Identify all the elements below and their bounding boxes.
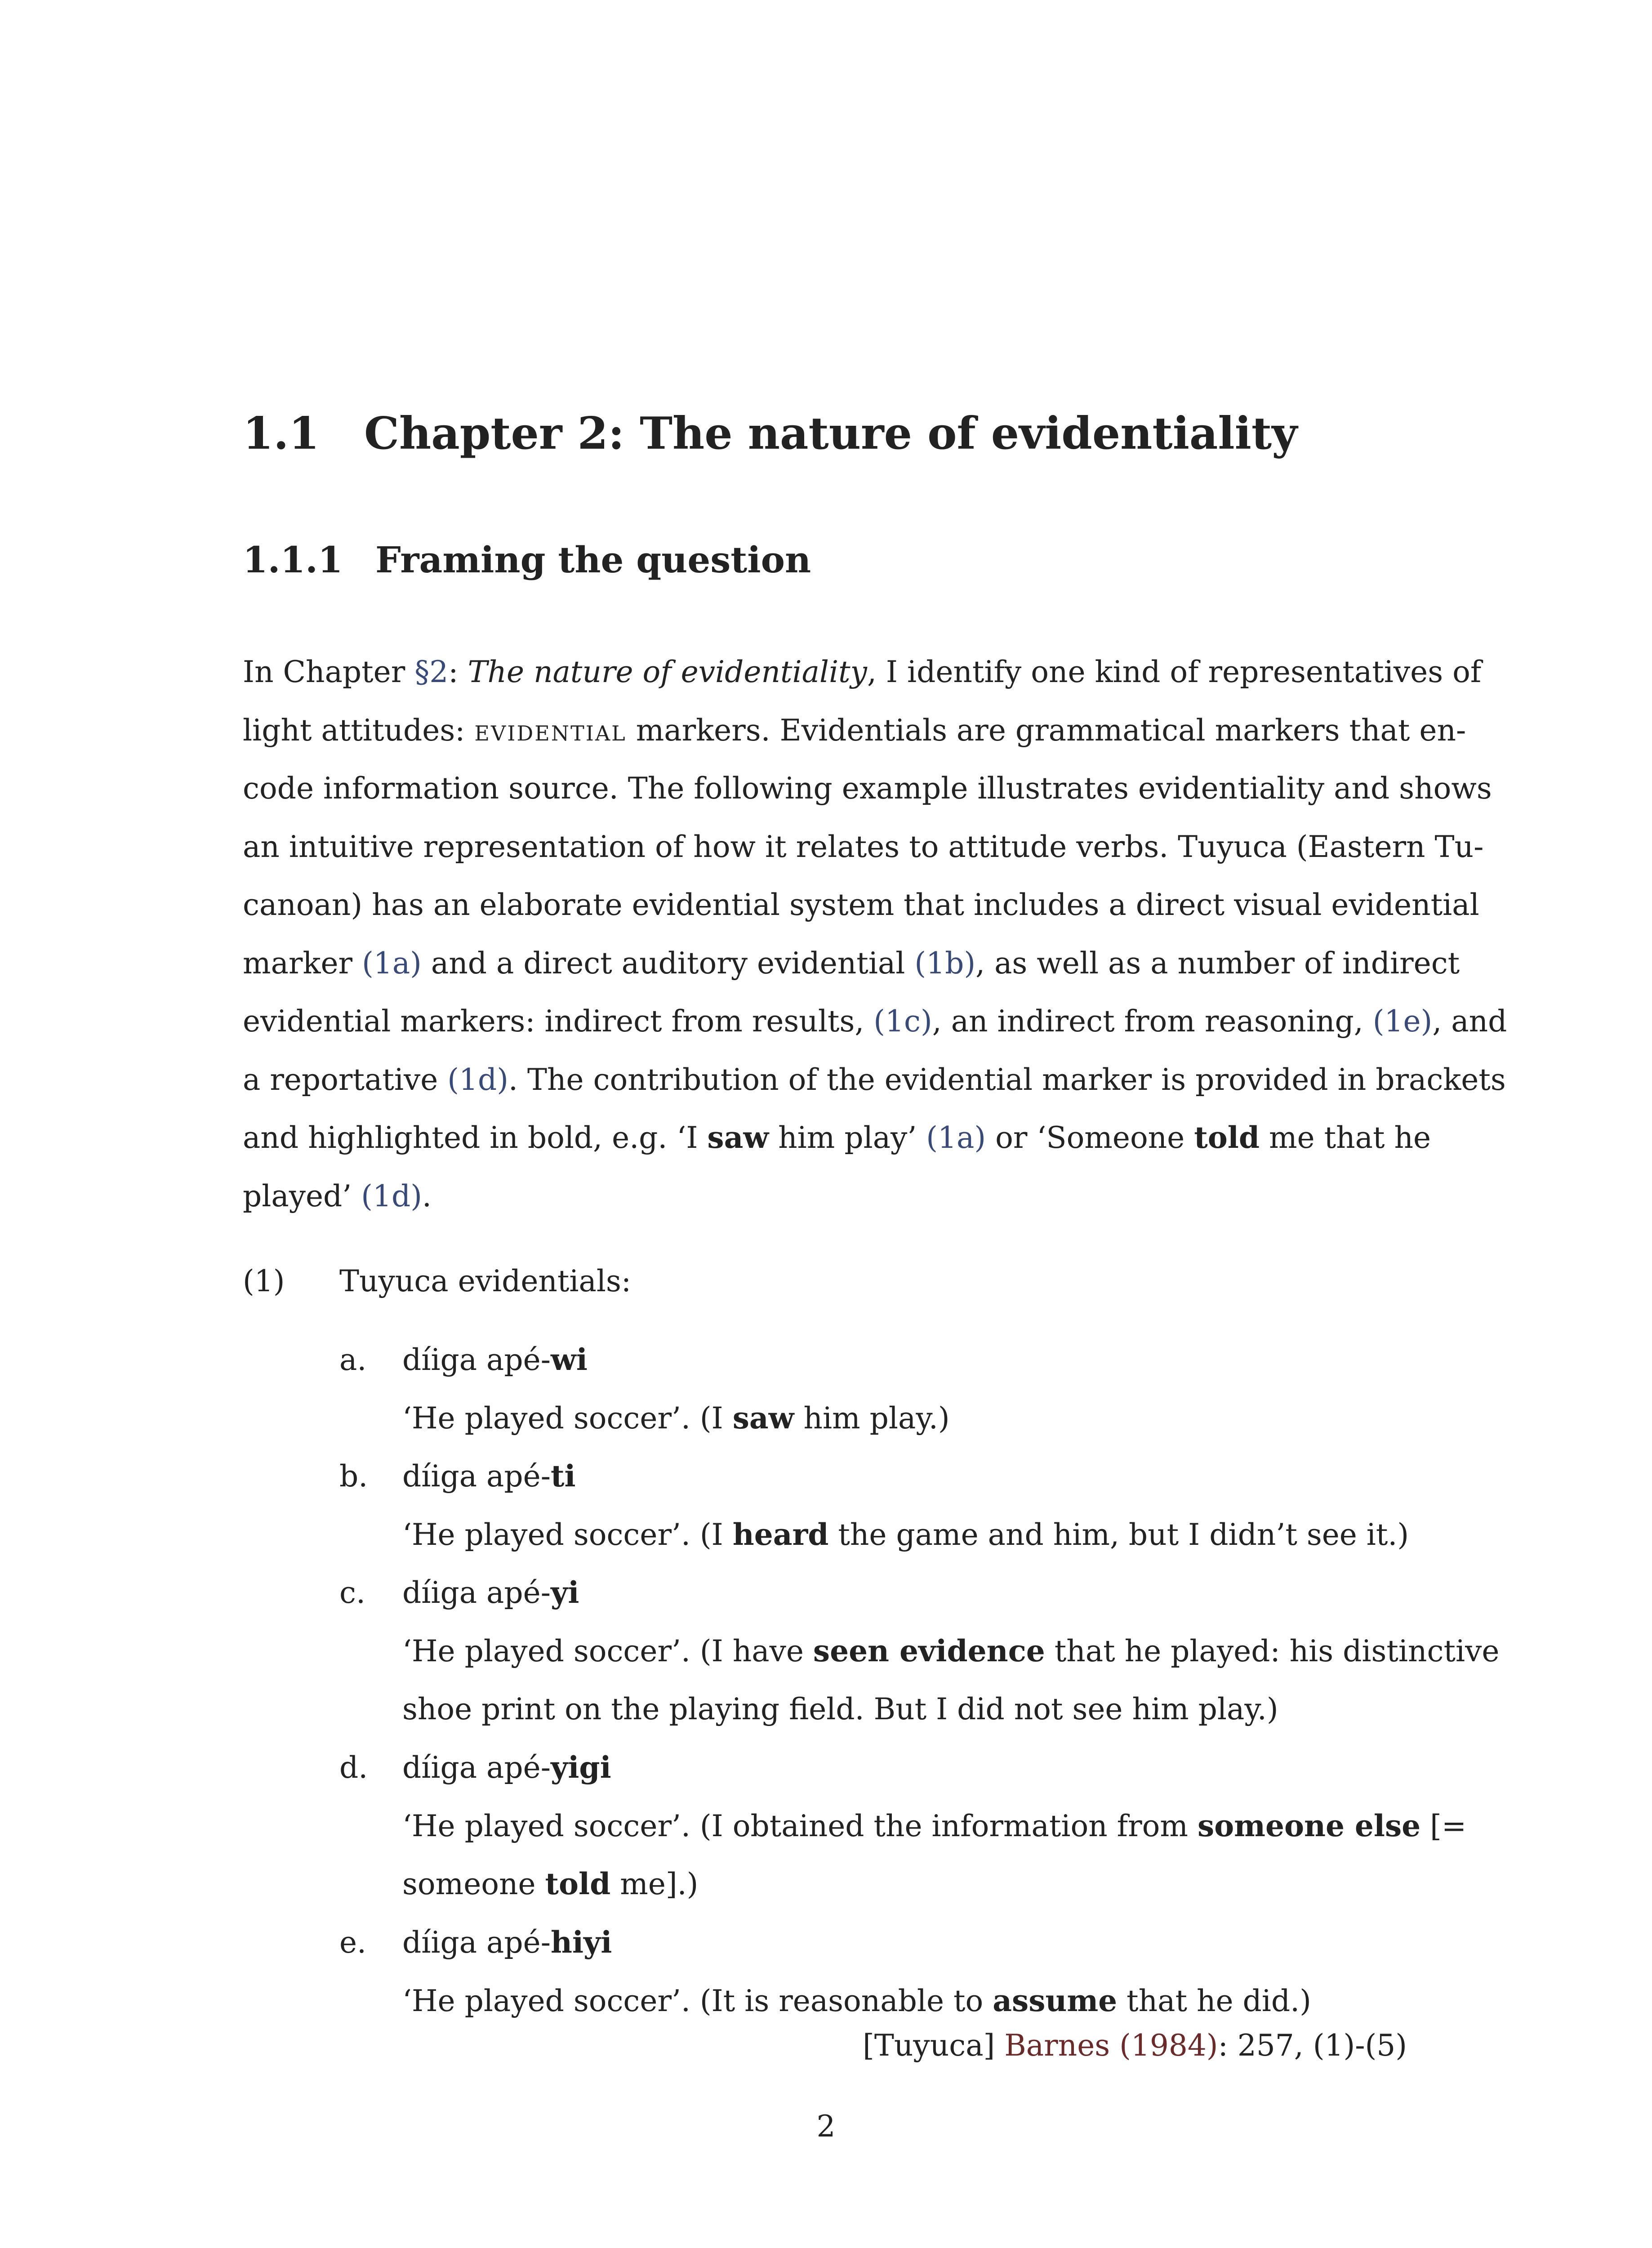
text: :: [448, 655, 468, 689]
paragraph-line: [243, 1051, 1506, 1109]
form-base: díiga apé-: [402, 1925, 551, 1960]
example-link-1e[interactable]: (1e): [1372, 1004, 1433, 1039]
section-heading: [243, 407, 1297, 461]
item-letter: a.: [339, 1343, 367, 1377]
evidential-suffix: ti: [551, 1459, 576, 1494]
text: and a direct auditory evidential: [421, 946, 915, 981]
bold-term: assume: [993, 1983, 1118, 2018]
bold-term: heard: [732, 1517, 829, 1552]
text: light attitudes:: [243, 713, 475, 748]
text: someone: [402, 1867, 545, 1901]
example-link-1d[interactable]: (1d): [447, 1062, 509, 1097]
text: , as well as a number of indirect: [975, 946, 1460, 981]
example-link-1a[interactable]: (1a): [362, 946, 422, 981]
text: .: [422, 1178, 432, 1213]
text: . The contribution of the evidential marker is provided in brackets: [508, 1062, 1506, 1097]
subsection-title: Framing the question: [375, 539, 811, 581]
text: : 257, (1)-(5): [1218, 2028, 1407, 2063]
item-gloss: [402, 1972, 1407, 2030]
example-number: (1): [243, 1264, 285, 1298]
item-form: [402, 1913, 1407, 1972]
small-caps-term: evidential: [474, 713, 627, 748]
section-title: Chapter 2: The nature of evidentiality: [364, 408, 1298, 459]
citation-link[interactable]: Barnes (1984): [1004, 2028, 1218, 2063]
text: [Tuyuca]: [863, 2028, 1005, 2063]
item-gloss: [402, 1506, 1407, 1564]
evidential-suffix: yigi: [551, 1750, 611, 1785]
text: , and: [1432, 1004, 1507, 1039]
bold-term: saw: [707, 1120, 769, 1155]
subsection-heading: [243, 537, 811, 582]
item-body: [402, 1913, 1407, 2030]
item-gloss: [402, 1389, 1407, 1448]
text: that he played: his distinctive: [1045, 1633, 1500, 1668]
subsection-number: 1.1.1: [243, 539, 343, 581]
example-source: [863, 2028, 1407, 2064]
form-base: díiga apé-: [402, 1575, 551, 1610]
paragraph-line: [243, 934, 1460, 993]
text: markers. Evidentials are grammatical markers that en-: [626, 713, 1466, 748]
item-body: [402, 1564, 1500, 1739]
text: ‘He played soccer’. (It is reasonable to: [402, 1983, 993, 2018]
text: played’: [243, 1178, 361, 1213]
item-gloss-continued: [402, 1855, 1407, 1913]
example-link-1a[interactable]: (1a): [926, 1120, 986, 1155]
item-form: [402, 1447, 1407, 1506]
item-gloss-continued: shoe print on the playing field. But I did not see him play.): [402, 1692, 1278, 1726]
example-link-1d[interactable]: (1d): [361, 1178, 423, 1213]
bold-term: saw: [732, 1400, 794, 1436]
text: In Chapter: [243, 655, 415, 689]
paragraph-line: an intuitive representation of how it relates to attitude verbs. Tuyuca (Eastern Tu-: [243, 829, 1484, 864]
item-gloss: [402, 1797, 1467, 1855]
text: evidential markers: indirect from results,: [243, 1004, 874, 1039]
text: and highlighted in bold, e.g. ‘I: [243, 1120, 708, 1155]
paragraph-line: canoan) has an elaborate evidential system that includes a direct visual evidential: [243, 888, 1479, 922]
text: or ‘Someone: [986, 1120, 1194, 1155]
item-gloss: [402, 1622, 1500, 1681]
text: ‘He played soccer’. (I obtained the information from: [402, 1808, 1198, 1843]
paragraph-line: [243, 643, 1482, 701]
text: , I identify one kind of representatives of: [867, 655, 1482, 689]
bold-term: told: [1194, 1120, 1260, 1155]
example-link-1c[interactable]: (1c): [873, 1004, 932, 1039]
paragraph-line: [243, 1167, 1407, 1226]
text: him play’: [769, 1120, 926, 1155]
evidential-suffix: wi: [551, 1342, 588, 1377]
form-base: díiga apé-: [402, 1459, 551, 1494]
text: me that he: [1259, 1120, 1431, 1155]
text: [=: [1420, 1808, 1467, 1843]
bold-term: someone else: [1197, 1808, 1421, 1843]
text: , an indirect from reasoning,: [932, 1004, 1373, 1039]
text: marker: [243, 946, 362, 981]
paragraph-line: code information source. The following example illustrates evidentiality and shows: [243, 771, 1492, 806]
text: that he did.): [1117, 1983, 1311, 2018]
item-body: [402, 1739, 1467, 1913]
item-letter: d.: [339, 1750, 368, 1785]
text: him play.): [794, 1401, 950, 1436]
evidential-suffix: yi: [551, 1575, 579, 1610]
text: me].): [610, 1867, 699, 1901]
form-base: díiga apé-: [402, 1750, 551, 1785]
text: ‘He played soccer’. (I have: [402, 1633, 813, 1668]
page-number: 2: [816, 2109, 836, 2144]
chapter-link[interactable]: §2: [414, 655, 449, 689]
item-form: [402, 1331, 1407, 1389]
item-form: [402, 1739, 1407, 1797]
section-number: 1.1: [243, 408, 320, 459]
text: a reportative: [243, 1062, 448, 1097]
bold-term: told: [545, 1866, 611, 1901]
example-link-1b[interactable]: (1b): [914, 946, 976, 981]
text: the game and him, but I didn’t see it.): [828, 1517, 1409, 1552]
body-paragraph: [243, 643, 1507, 1225]
paragraph-line: [243, 992, 1507, 1051]
item-letter: c.: [339, 1575, 365, 1610]
text: ‘He played soccer’. (I: [402, 1401, 733, 1436]
evidential-suffix: hiyi: [551, 1925, 612, 1960]
item-body: [402, 1331, 1407, 1447]
item-form: [402, 1564, 1407, 1622]
item-letter: e.: [339, 1925, 367, 1960]
item-letter: b.: [339, 1459, 368, 1494]
text: ‘He played soccer’. (I: [402, 1517, 733, 1552]
chapter-title-italic: The nature of evidentiality: [468, 655, 867, 689]
paragraph-line: [243, 1109, 1431, 1167]
paragraph-line: [243, 701, 1466, 760]
example-title: Tuyuca evidentials:: [339, 1264, 632, 1298]
form-base: díiga apé-: [402, 1343, 551, 1377]
item-body: [402, 1447, 1407, 1564]
bold-term: seen evidence: [813, 1633, 1045, 1668]
